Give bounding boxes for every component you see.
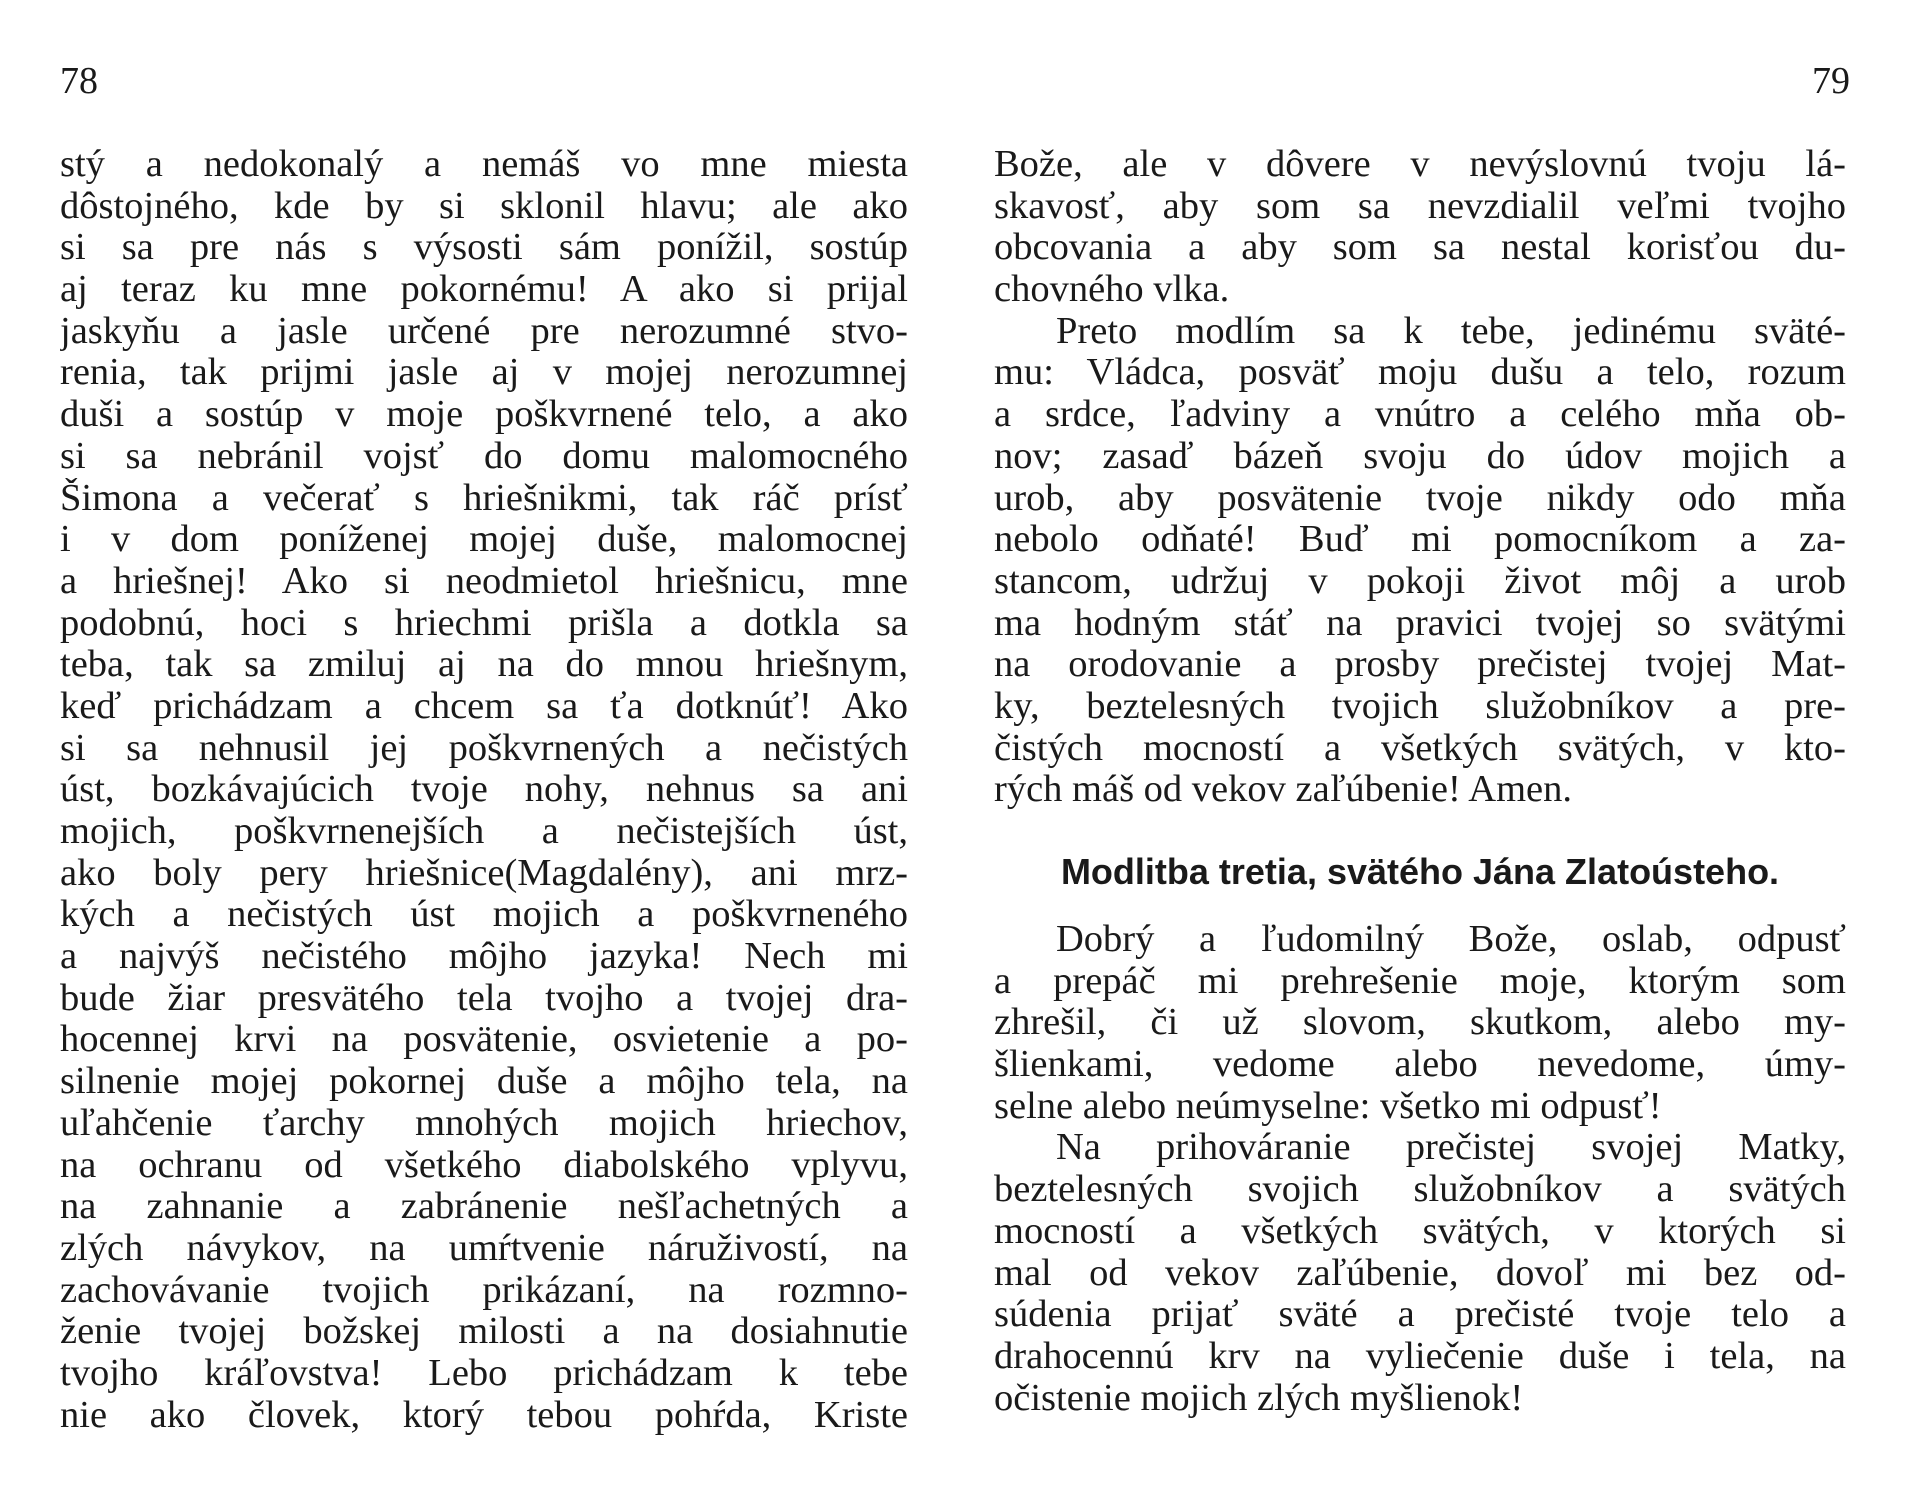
text-line: ženie tvojej božskej milosti a na dosiahnutie [60,1311,908,1353]
text-line: a prepáč mi prehrešenie moje, ktorým som [994,960,1846,1002]
text-line: si sa nebránil vojsť do domu malomocného [60,435,908,477]
text-line: Preto modlím sa k tebe, jedinému sväté- [1056,310,1846,352]
text-line: na zahnanie a zabránenie nešľachetných a [60,1186,908,1228]
text-line: zlých návykov, na umŕtvenie náruživostí, na [60,1227,908,1269]
text-line: zhrešil, či už slovom, skutkom, alebo my- [994,1002,1846,1044]
text-line: Na prihováranie prečistej svojej Matky, [1056,1127,1846,1169]
section-heading: Modlitba tretia, svätého Jána Zlatoústeho. [1060,851,1780,892]
text-line: si sa nehnusil jej poškvrnených a nečistých [60,727,908,769]
text-line: mocností a všetkých svätých, v ktorých si [994,1210,1846,1252]
text-line: i v dom poníženej mojej duše, malomocnej [60,519,908,561]
text-line: jaskyňu a jasle určené pre nerozumné stvo- [60,310,908,352]
text-line: a najvýš nečistého môjho jazyka! Nech mi [60,936,908,978]
text-line: kých a nečistých úst mojich a poškvrneného [60,894,908,936]
page-number-left: 78 [60,60,98,102]
text-line: ky, beztelesných tvojich služobníkov a pre- [994,685,1846,727]
text-line: aj teraz ku mne pokornému! A ako si prijal [60,269,908,311]
text-line: na orodovanie a prosby prečistej tvojej Mat- [994,644,1846,686]
text-line: chovného vlka. [994,269,1230,311]
text-line: mal od vekov zaľúbenie, dovoľ mi bez od- [994,1252,1846,1294]
text-line: duši a sostúp v moje poškvrnené telo, a ako [60,394,908,436]
text-line: Bože, ale v dôvere v nevýslovnú tvoju lá- [994,144,1846,185]
heading-spacer-bottom [994,893,1846,919]
text-line: čistých mocností a všetkých svätých, v kto- [994,727,1846,769]
text-line: mojich, poškvrnenejších a nečistejších úst, [60,811,908,852]
text-line: ako boly pery hriešnice(Magdalény), ani mrz- [60,852,908,894]
text-line: skavosť, aby som sa nevzdialil veľmi tvojho [994,185,1846,227]
left-page-text [60,144,908,1436]
text-line: a srdce, ľadviny a vnútro a celého mňa ob- [994,394,1846,436]
paragraph-2 [994,311,1846,811]
heading-spacer-top [994,811,1846,851]
text-line: nebolo odňaté! Buď mi pomocníkom a za- [994,519,1846,561]
text-line: si sa pre nás s výsosti sám ponížil, sostúp [60,227,908,269]
text-line: očistenie mojich zlých myšlienok! [994,1377,1524,1419]
right-page-text [994,144,1846,1419]
text-line: beztelesných svojich služobníkov a svätých [994,1169,1846,1211]
page-number-right: 79 [1812,60,1850,102]
text-line: nie ako človek, ktorý tebou pohŕda, Kriste [60,1394,908,1436]
text-line: úst, bozkávajúcich tvoje nohy, nehnus sa ani [60,769,908,811]
text-line: silnenie mojej pokornej duše a môjho tela, na [60,1061,908,1103]
text-line: stancom, udržuj v pokoji život môj a urob [994,560,1846,602]
text-line: uľahčenie ťarchy mnohých mojich hriechov, [60,1102,908,1144]
text-line: a hriešnej! Ako si neodmietol hriešnicu, mne [60,560,908,602]
text-line: teba, tak sa zmiluj aj na do mnou hriešnym, [60,644,908,686]
text-line: Dobrý a ľudomilný Bože, oslab, odpusť [1056,919,1846,960]
text-line: zachovávanie tvojich prikázaní, na rozmno- [60,1269,908,1311]
text-line: keď prichádzam a chcem sa ťa dotknúť! Ako [60,685,908,727]
text-line: na ochranu od všetkého diabolského vplyvu, [60,1144,908,1186]
text-line: renia, tak prijmi jasle aj v mojej nerozumnej [60,352,908,394]
paragraph-4 [994,1127,1846,1419]
text-line: Šimona a večerať s hriešnikmi, tak ráč prísť [60,477,908,519]
text-line: súdenia prijať sväté a prečisté tvoje telo a [994,1294,1846,1336]
text-line: šlienkami, vedome alebo nevedome, úmy- [994,1044,1846,1086]
text-line: bude žiar presvätého tela tvojho a tvojej dra- [60,977,908,1019]
text-line: rých máš od vekov zaľúbenie! Amen. [994,769,1572,811]
text-line: drahocennú krv na vyliečenie duše i tela, na [994,1335,1846,1377]
text-line: dôstojného, kde by si sklonil hlavu; ale ako [60,185,908,227]
text-line: podobnú, hoci s hriechmi prišla a dotkla sa [60,602,908,644]
paragraph-1 [994,144,1846,311]
text-line: tvojho kráľovstva! Lebo prichádzam k tebe [60,1352,908,1394]
text-line: selne alebo neúmyselne: všetko mi odpusť! [994,1085,1662,1127]
text-line: stý a nedokonalý a nemáš vo mne miesta [60,144,908,185]
paragraph-3 [994,919,1846,1127]
text-line: ma hodným stáť na pravici tvojej so svätými [994,602,1846,644]
text-line: nov; zasaď bázeň svoju do údov mojich a [994,435,1846,477]
text-line: hocennej krvi na posvätenie, osvietenie a po- [60,1019,908,1061]
text-line: urob, aby posvätenie tvoje nikdy odo mňa [994,477,1846,519]
text-line: mu: Vládca, posväť moju dušu a telo, rozum [994,352,1846,394]
text-line: obcovania a aby som sa nestal korisťou du- [994,227,1846,269]
